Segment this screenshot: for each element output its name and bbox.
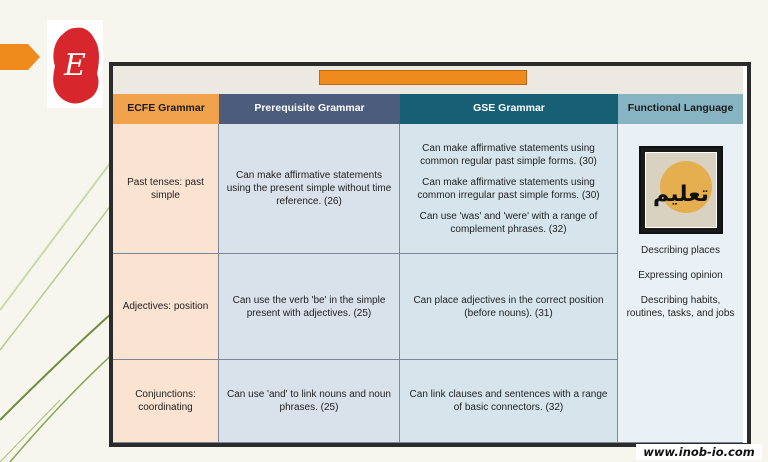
prerequisite-cell: Can use the verb 'be' in the simple present with adjectives. (25) xyxy=(219,254,400,360)
prerequisite-cell: Can make affirmative statements using the present simple without time reference. (26) xyxy=(219,124,400,254)
header-prerequisite-grammar: Prerequisite Grammar xyxy=(219,94,400,124)
header-ecfe-grammar: ECFE Grammar xyxy=(113,94,219,124)
ecfe-cell: Adjectives: position xyxy=(113,254,219,360)
watermark-url: www.inob-io.com xyxy=(636,444,762,460)
gse-statement: Can use 'was' and 'were' with a range of complement phrases. (32) xyxy=(419,210,598,235)
header-functional-language: Functional Language xyxy=(618,94,743,124)
gse-cell: Can link clauses and sentences with a range of basic connectors. (32) xyxy=(400,360,618,443)
gse-cell xyxy=(400,124,618,254)
taleem-logo-text: تعليم xyxy=(653,182,709,207)
header-gse-grammar: GSE Grammar xyxy=(400,94,618,124)
functional-item: Describing habits, routines, tasks, and jobs xyxy=(626,295,735,319)
gse-cell: Can place adjectives in the correct position (before nouns). (31) xyxy=(400,254,618,360)
title-bar xyxy=(319,70,527,85)
logo-letter: E xyxy=(64,48,86,83)
grammar-table-panel xyxy=(109,62,751,447)
ecfe-cell: Past tenses: past simple xyxy=(113,124,219,254)
taleem-logo xyxy=(639,146,723,234)
logo xyxy=(47,20,103,108)
functional-item: Expressing opinion xyxy=(638,270,723,281)
prerequisite-cell: Can use 'and' to link nouns and noun phrases. (25) xyxy=(219,360,400,443)
ecfe-cell: Conjunctions: coordinating xyxy=(113,360,219,443)
functional-language-cell xyxy=(618,124,743,443)
gse-statement: Can make affirmative statements using common irregular past simple forms. (30) xyxy=(417,176,600,201)
gse-statement: Can make affirmative statements using common regular past simple forms. (30) xyxy=(420,142,597,167)
functional-item: Describing places xyxy=(641,245,720,256)
orange-arrow-icon xyxy=(0,40,40,74)
